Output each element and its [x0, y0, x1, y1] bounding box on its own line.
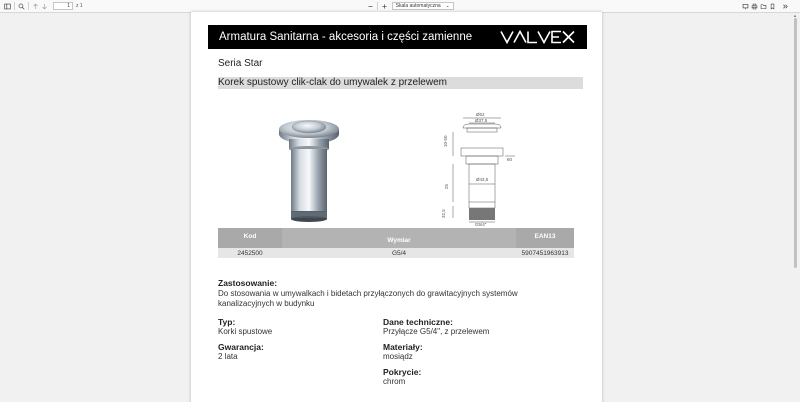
zoom-in-icon[interactable] — [380, 2, 389, 11]
product-title-bar — [218, 77, 583, 89]
vertical-scrollbar[interactable] — [793, 14, 798, 402]
drawing-label: 25 — [444, 183, 449, 189]
materials-value: mosiądz — [383, 352, 413, 361]
warranty-label: Gwarancja: — [218, 342, 264, 352]
zoom-out-icon[interactable] — [366, 2, 375, 11]
coating-value: chrom — [383, 377, 406, 386]
print-icon[interactable] — [750, 2, 759, 11]
technical-data-value: Przyłącze G5/4", z przelewem — [383, 327, 490, 336]
column-header-kod: Kod — [218, 228, 282, 248]
toolbar-separator — [28, 2, 29, 10]
save-icon[interactable] — [759, 2, 768, 11]
drawing-label: 60 — [507, 157, 513, 162]
banner-title: Armatura Sanitarna - akcesoria i części zamienne — [219, 31, 473, 43]
cell-kod: 2452500 — [237, 249, 263, 257]
series-title: Seria Star — [218, 58, 263, 69]
toolbar-separator — [377, 2, 378, 10]
chevron-down-icon: ⌄ — [445, 3, 450, 9]
column-header-wymiar: Wymiar — [387, 237, 411, 244]
tools-menu-icon[interactable] — [781, 2, 790, 11]
cell-wymiar: G5/4 — [391, 249, 407, 257]
materials-label: Materiały: — [383, 342, 423, 352]
warranty-value: 2 lata — [218, 352, 238, 361]
valvex-logo — [500, 30, 576, 49]
drawing-label: G5/4" — [475, 222, 487, 226]
drawing-label: Ø43,5 — [476, 177, 489, 182]
previous-page-icon[interactable] — [31, 2, 40, 11]
find-icon[interactable] — [17, 2, 26, 11]
drawing-label: 10-50 — [443, 135, 448, 147]
table-header — [218, 228, 574, 248]
scroll-up-icon[interactable]: ▲ — [793, 13, 797, 18]
page-count: z 1 — [76, 3, 83, 9]
cell-ean13: 5907451963913 — [521, 249, 569, 257]
product-photo — [271, 107, 361, 227]
spec-table — [218, 228, 574, 258]
presentation-mode-icon[interactable] — [741, 2, 750, 11]
type-value: Korki spustowe — [218, 327, 273, 336]
technical-data-label: Dane techniczne: — [383, 317, 453, 327]
product-title: Korek spustowy clik-clak do umywalek z przelewem — [218, 77, 447, 88]
column-header-ean13: EAN13 — [516, 228, 574, 248]
zoom-value: Skala automatyczna — [395, 3, 441, 9]
drawing-label: Ø37,5 — [475, 118, 488, 123]
usage-text-line-1: Do stosowania w umywalkach i bidetach przyłączonych do grawitacyjnych systemów — [218, 289, 518, 298]
coating-label: Pokrycie: — [383, 367, 422, 377]
header-banner — [208, 25, 587, 49]
scrollbar-thumb[interactable] — [794, 18, 797, 268]
next-page-icon[interactable] — [40, 2, 49, 11]
bookmark-icon[interactable] — [768, 2, 777, 11]
drawing-label: 32,5 — [441, 209, 446, 218]
drawing-label: Ø62 — [476, 112, 485, 117]
table-row — [218, 248, 574, 258]
pdf-page — [191, 12, 602, 402]
sidebar-toggle-icon[interactable] — [3, 2, 12, 11]
toolbar-separator — [14, 2, 15, 10]
technical-drawing — [439, 106, 529, 226]
zoom-select[interactable] — [392, 2, 454, 10]
page-number-input[interactable]: 1 — [53, 2, 73, 10]
usage-label: Zastosowanie: — [218, 278, 278, 288]
usage-text-line-2: kanalizacyjnych w budynku — [218, 299, 315, 308]
type-label: Typ: — [218, 317, 236, 327]
